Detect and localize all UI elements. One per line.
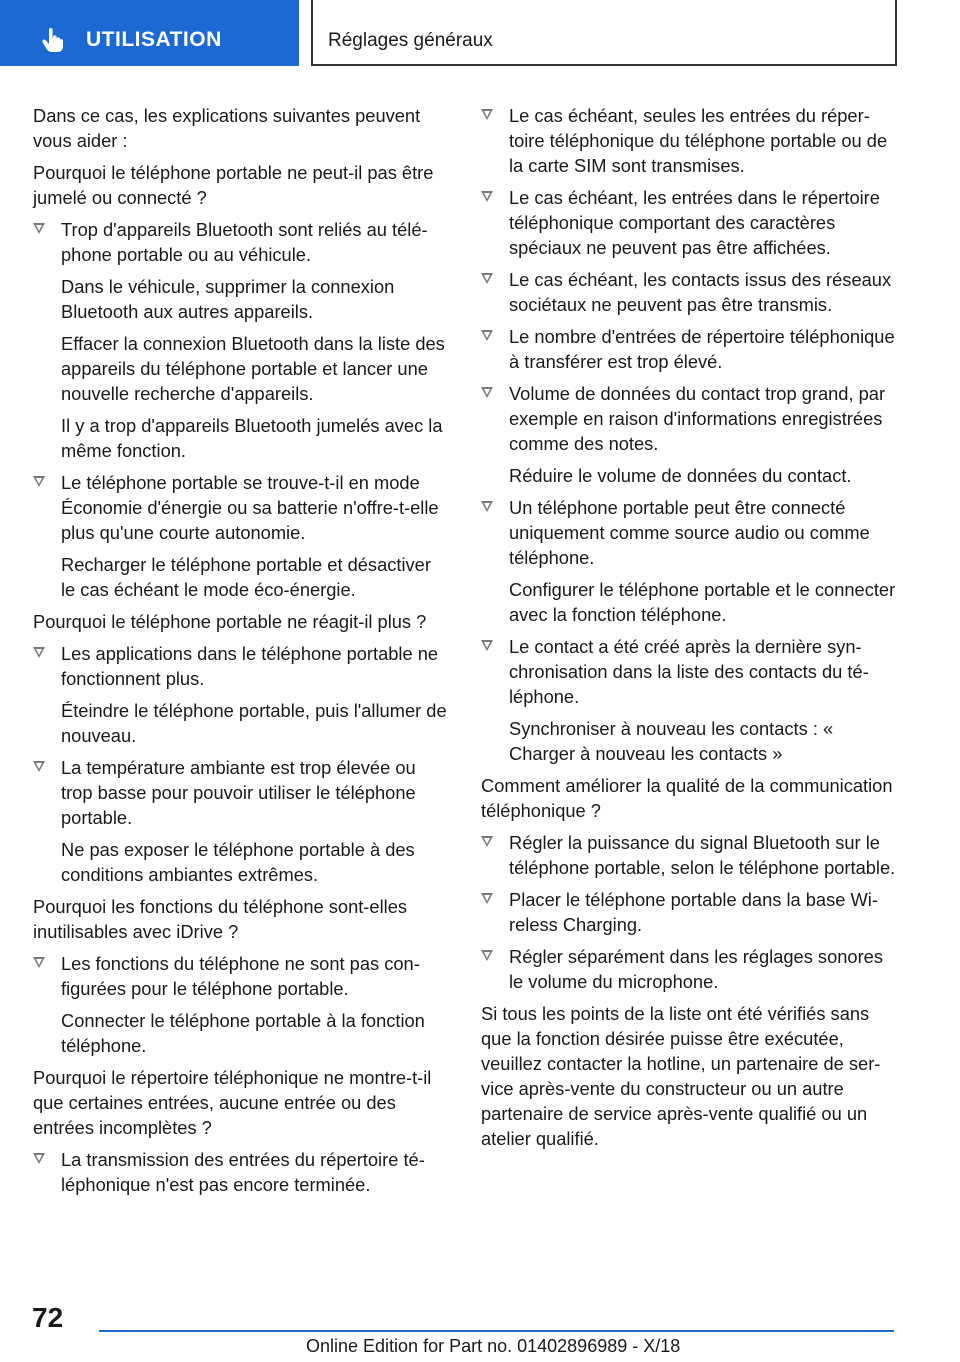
pointing-hand-icon — [40, 27, 66, 53]
page-tab-label: Réglages généraux — [328, 30, 493, 51]
bullet-item — [481, 944, 896, 994]
bullet-text: Le cas échéant, les contacts issus des réseaux sociétaux ne peuvent pas être transmis. — [509, 269, 892, 315]
bullet-text: Le téléphone portable se trouve-t-il en mode Économie d'énergie ou sa batterie n'offre-t-elle plus qu'une courte autonomie. — [61, 472, 439, 543]
bullet-text: Les fonctions du téléphone ne sont pas configurées pour le téléphone portable. — [61, 953, 420, 999]
bullet-detail: Connecter le téléphone portable à la fonction téléphone. — [61, 1010, 425, 1056]
bullet-item — [33, 755, 449, 830]
triangle-bullet-icon — [481, 501, 493, 512]
bullet-detail: Réduire le volume de données du contact. — [509, 465, 852, 486]
paragraph: Pourquoi les fonctions du téléphone sont-elles inutilisables avec iDrive ? — [33, 896, 407, 942]
bullet-detail: Synchroniser à nouveau les contacts : « Charger à nouveau les contacts » — [509, 718, 834, 764]
bullet-text: Un téléphone portable peut être connecté uniquement comme source audio ou comme téléphone. — [509, 497, 870, 568]
triangle-bullet-icon — [33, 1153, 45, 1164]
bullet-detail: Éteindre le téléphone portable, puis l'allumer de nouveau. — [61, 700, 447, 746]
triangle-bullet-icon — [33, 957, 45, 968]
triangle-bullet-icon — [481, 950, 493, 961]
bullet-item — [33, 217, 449, 267]
triangle-bullet-icon — [481, 191, 493, 202]
page-tab — [311, 0, 897, 66]
page-number: 72 — [32, 1302, 64, 1333]
bullet-item — [481, 185, 896, 260]
triangle-bullet-icon — [481, 330, 493, 341]
bullet-detail: Recharger le téléphone portable et désactiver le cas échéant le mode éco-énergie. — [61, 554, 431, 600]
bullet-text: Le contact a été créé après la dernière synchronisation dans la liste des contacts du téléphone. — [509, 636, 869, 707]
paragraph: Pourquoi le téléphone portable ne réagit-il plus ? — [33, 611, 427, 632]
bullet-item — [481, 830, 896, 880]
page-header — [0, 0, 960, 68]
paragraph: Pourquoi le téléphone portable ne peut-il pas être jumelé ou connecté ? — [33, 162, 434, 208]
bullet-text: La transmission des entrées du répertoire téléphonique n'est pas encore terminée. — [61, 1149, 425, 1195]
triangle-bullet-icon — [481, 836, 493, 847]
bullet-item — [481, 267, 896, 317]
right-column — [481, 103, 896, 1158]
bullet-item — [481, 887, 896, 937]
bullet-item — [481, 103, 896, 178]
bullet-item — [33, 641, 449, 691]
bullet-text: Placer le téléphone portable dans la base Wireless Charging. — [509, 889, 878, 935]
bullet-item — [33, 951, 449, 1001]
bullet-text: Le cas échéant, seules les entrées du répertoire téléphonique du téléphone portable ou de la carte SIM sont transmises. — [509, 105, 888, 176]
bullet-text: Le nombre d'entrées de répertoire téléphonique à transférer est trop élevé. — [509, 326, 895, 372]
triangle-bullet-icon — [481, 109, 493, 120]
paragraph: Pourquoi le répertoire téléphonique ne montre-t-il que certaines entrées, aucune entrée ou des entrées incomplètes ? — [33, 1067, 432, 1138]
triangle-bullet-icon — [481, 893, 493, 904]
footer-rule — [99, 1330, 894, 1332]
triangle-bullet-icon — [33, 476, 45, 487]
section-tab-label: UTILISATION — [86, 28, 222, 51]
bullet-item — [33, 1147, 449, 1197]
bullet-text: La température ambiante est trop élevée ou trop basse pour pouvoir utiliser le téléphone portable. — [61, 757, 416, 828]
bullet-detail: Il y a trop d'appareils Bluetooth jumelés avec la même fonction. — [61, 415, 443, 461]
bullet-item — [481, 381, 896, 456]
footer-edition-text: Online Edition for Part no. 01402896989 - X/18 — [306, 1336, 681, 1356]
bullet-detail: Dans le véhicule, supprimer la connexion Bluetooth aux autres appareils. — [61, 276, 395, 322]
bullet-detail: Configurer le téléphone portable et le connecter avec la fonction téléphone. — [509, 579, 896, 625]
bullet-text: Les applications dans le téléphone portable ne fonctionnent plus. — [61, 643, 439, 689]
bullet-text: Régler séparément dans les réglages sonores le volume du microphone. — [509, 946, 883, 992]
bullet-text: Le cas échéant, les entrées dans le répertoire téléphonique comportant des caractères spéciaux ne peuvent pas être affichées. — [509, 187, 880, 258]
bullet-detail: Ne pas exposer le téléphone portable à des conditions ambiantes extrêmes. — [61, 839, 415, 885]
bullet-item — [481, 495, 896, 570]
triangle-bullet-icon — [481, 387, 493, 398]
paragraph: Si tous les points de la liste ont été vérifiés sans que la fonction désirée puisse être exécutée, veuillez contacter la hotline, un partenaire de service après-vente du constructeur ou un autre partenaire de service après-vente qualifié ou un atelier qualifié. — [481, 1003, 881, 1149]
triangle-bullet-icon — [481, 640, 493, 651]
bullet-item — [481, 324, 896, 374]
paragraph: Comment améliorer la qualité de la communication téléphonique ? — [481, 775, 893, 821]
bullet-detail: Effacer la connexion Bluetooth dans la liste des appareils du téléphone portable et lancer une nouvelle recherche d'appareils. — [61, 333, 445, 404]
bullet-text: Volume de données du contact trop grand, par exemple en raison d'informations enregistrées comme des notes. — [509, 383, 886, 454]
left-column — [33, 103, 449, 1204]
triangle-bullet-icon — [33, 647, 45, 658]
triangle-bullet-icon — [33, 761, 45, 772]
bullet-text: Régler la puissance du signal Bluetooth sur le téléphone portable, selon le téléphone portable. — [509, 832, 896, 878]
paragraph: Dans ce cas, les explications suivantes peuvent vous aider : — [33, 105, 421, 151]
section-tab — [0, 0, 299, 66]
bullet-item — [33, 470, 449, 545]
bullet-item — [481, 634, 896, 709]
triangle-bullet-icon — [481, 273, 493, 284]
bullet-text: Trop d'appareils Bluetooth sont reliés au téléphone portable ou au véhicule. — [61, 219, 428, 265]
triangle-bullet-icon — [33, 223, 45, 234]
